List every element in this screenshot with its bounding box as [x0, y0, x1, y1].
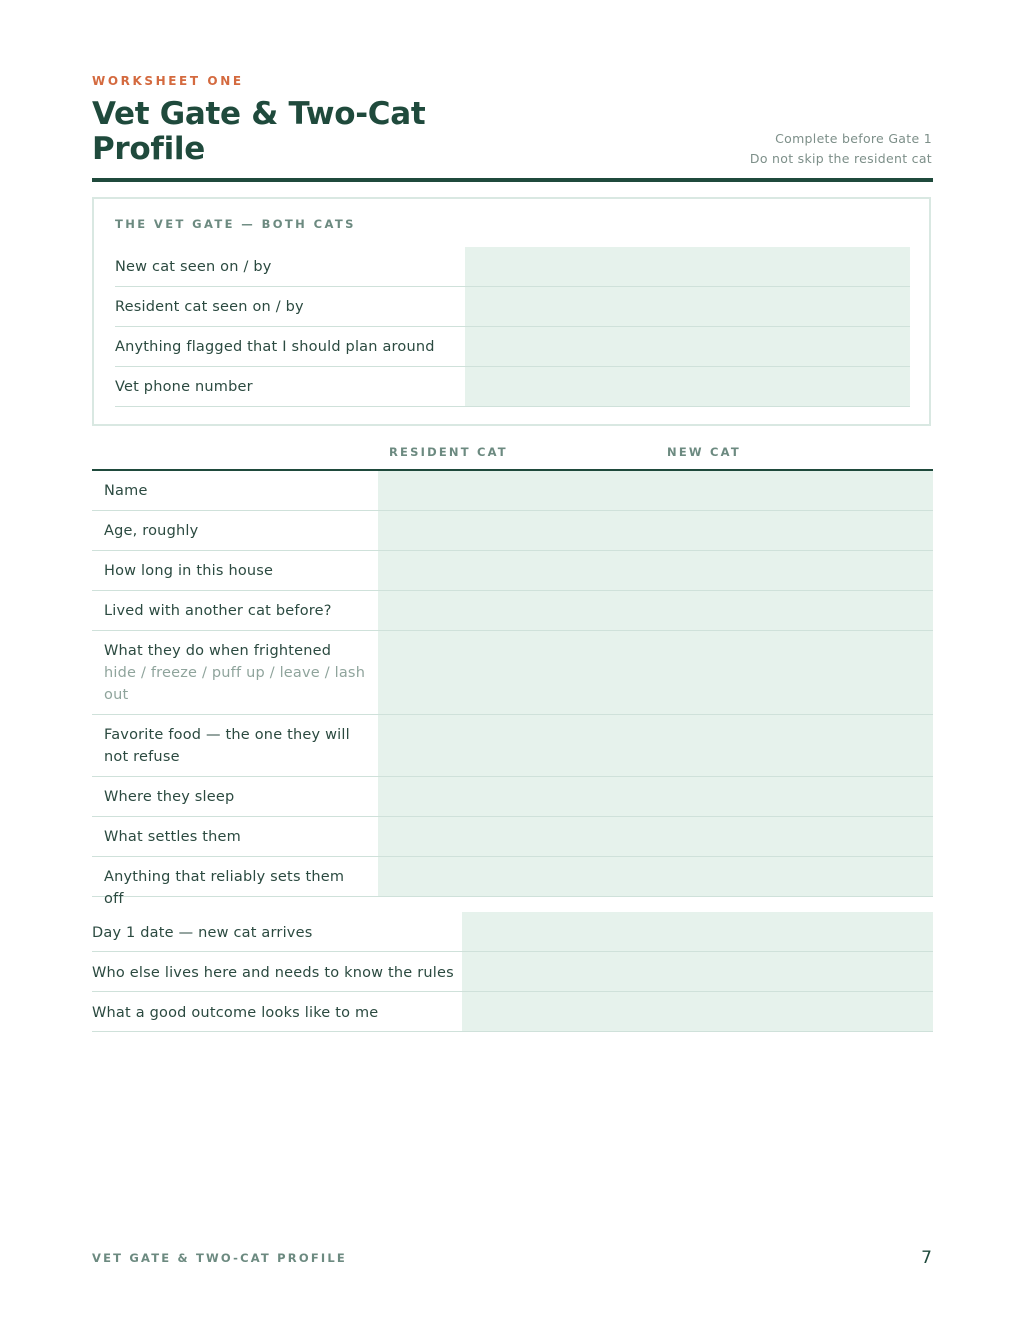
vet-gate-heading: THE VET GATE — BOTH CATS: [115, 217, 356, 231]
vet-row-label: Resident cat seen on / by: [115, 298, 304, 315]
row-label-text: What they do when frightened: [104, 643, 332, 659]
vet-row-label: Anything flagged that I should plan around: [115, 338, 435, 355]
table-row-field[interactable]: [378, 817, 933, 856]
header-rule: [92, 178, 933, 182]
vet-row-field[interactable]: [465, 327, 910, 366]
row-label-text: Where they sleep: [104, 789, 235, 805]
vet-row-flagged: [115, 327, 910, 367]
table-row: [92, 551, 933, 591]
vet-row-label: Vet phone number: [115, 378, 253, 395]
table-row-label: [92, 551, 378, 590]
table-row: [92, 857, 933, 907]
row-label-text: Lived with another cat before?: [104, 603, 332, 619]
table-row: [92, 777, 933, 817]
column-header-new-cat: NEW CAT: [667, 445, 741, 459]
vet-row-phone: [115, 367, 910, 407]
vet-row-field[interactable]: [465, 247, 910, 286]
vet-row-field[interactable]: [465, 287, 910, 326]
bottom-row-household: [92, 952, 933, 992]
table-row: [92, 591, 933, 631]
table-row-field[interactable]: [378, 551, 933, 590]
vet-row-label: New cat seen on / by: [115, 258, 272, 275]
bottom-row-field[interactable]: [462, 992, 933, 1031]
row-label-text: How long in this house: [104, 563, 274, 579]
two-cat-profile-table: [92, 471, 933, 907]
bottom-row-label: Who else lives here and needs to know the rules: [92, 964, 454, 981]
table-row: [92, 817, 933, 857]
column-header-resident-cat: RESIDENT CAT: [389, 445, 508, 459]
vet-row-resident-cat: [115, 287, 910, 327]
vet-row-new-cat: [115, 247, 910, 287]
table-row-field[interactable]: [378, 511, 933, 550]
footer-label: VET GATE & TWO-CAT PROFILE: [92, 1251, 347, 1265]
vet-gate-rows: [115, 247, 910, 407]
row-label-text: What settles them: [104, 829, 241, 845]
table-row-field[interactable]: [378, 777, 933, 816]
vet-gate-box: [92, 197, 931, 426]
page-title: Vet Gate & Two-Cat Profile: [92, 96, 426, 167]
row-label-text: Name: [104, 483, 148, 499]
table-row-label: [92, 817, 378, 856]
table-row-label: [92, 631, 378, 714]
table-row-field[interactable]: [378, 631, 933, 714]
table-row-label: [92, 471, 378, 510]
bottom-row-label: Day 1 date — new cat arrives: [92, 924, 313, 941]
worksheet-eyebrow: WORKSHEET ONE: [92, 74, 244, 88]
table-row-field[interactable]: [378, 471, 933, 510]
table-row-label: [92, 777, 378, 816]
bottom-row-field[interactable]: [462, 952, 933, 991]
bottom-row-day1: [92, 912, 933, 952]
table-row-label: [92, 715, 378, 776]
header-note: [750, 129, 932, 169]
table-row-label: [92, 511, 378, 550]
bottom-rows: [92, 912, 933, 1032]
table-row: [92, 471, 933, 511]
row-label-text: Anything that reliably sets them off: [104, 869, 345, 907]
table-row-field[interactable]: [378, 857, 933, 896]
bottom-row-field[interactable]: [462, 912, 933, 951]
table-row: [92, 511, 933, 551]
page-number: 7: [921, 1248, 932, 1268]
table-row-field[interactable]: [378, 591, 933, 630]
vet-row-field[interactable]: [465, 367, 910, 406]
bottom-row-outcome: [92, 992, 933, 1032]
row-hint-text: hide / freeze / puff up / leave / lash out: [104, 665, 366, 703]
table-row-field[interactable]: [378, 715, 933, 776]
table-row: [92, 631, 933, 715]
header-note-line-2: Do not skip the resident cat: [749, 151, 932, 166]
table-row-label: [92, 591, 378, 630]
header-note-line-1: Complete before Gate 1: [775, 131, 932, 146]
bottom-row-label: What a good outcome looks like to me: [92, 1004, 379, 1021]
table-row-label: [92, 857, 378, 907]
row-label-text: Favorite food — the one they will not refuse: [104, 727, 350, 765]
row-label-text: Age, roughly: [104, 523, 199, 539]
table-row: [92, 715, 933, 777]
